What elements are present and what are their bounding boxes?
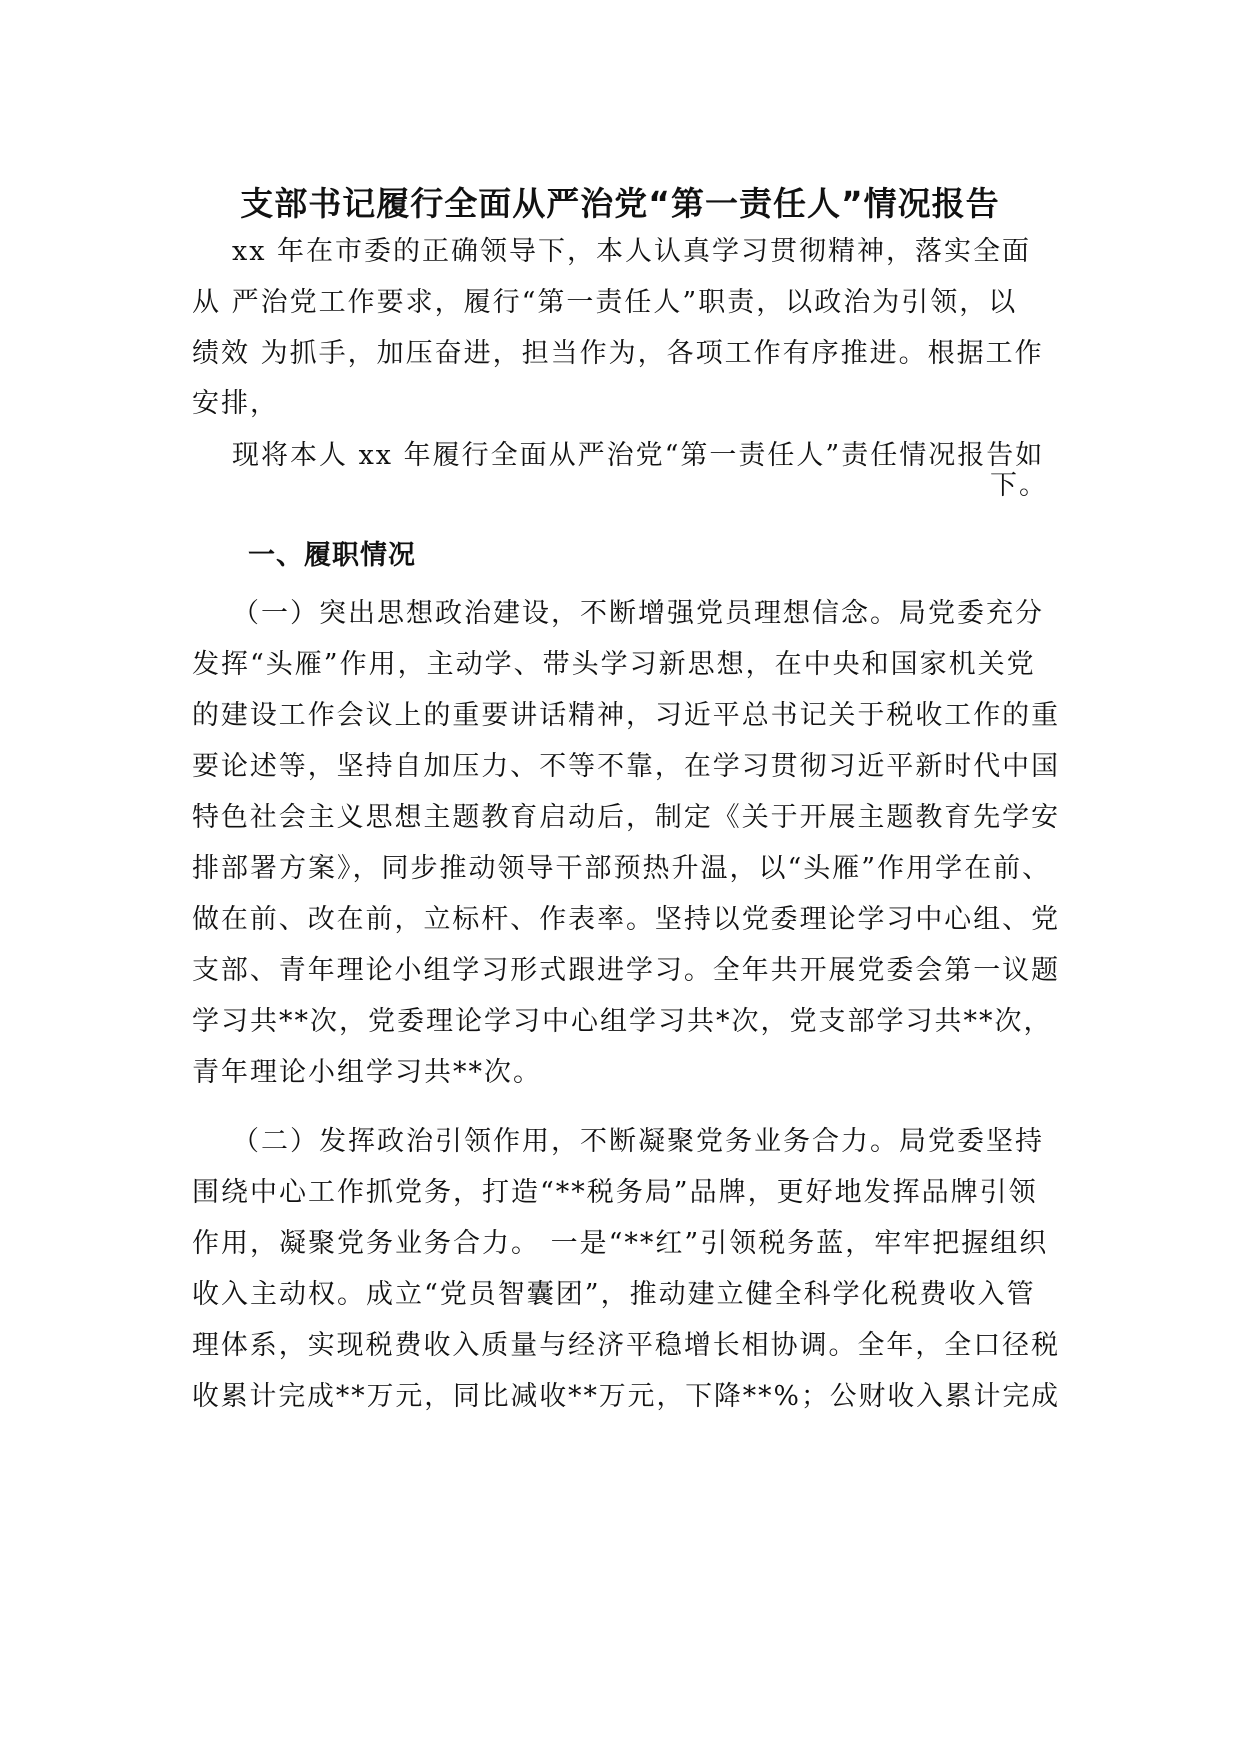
para2-line-5: 理体系，实现税费收入质量与经济平稳增长相协调。全年，全口径税 bbox=[192, 1330, 1060, 1361]
para1-line-1: （一）突出思想政治建设，不断增强党员理想信念。局党委充分 bbox=[232, 598, 1044, 629]
para1-line-3: 的建设工作会议上的重要讲话精神，习近平总书记关于税收工作的重 bbox=[192, 700, 1060, 731]
para1-line-10: 青年理论小组学习共**次。 bbox=[192, 1057, 542, 1088]
para2-line-4: 收入主动权。成立“党员智囊团”，推动建立健全科学化税费收入管 bbox=[192, 1279, 1036, 1310]
intro-line-1: xx 年在市委的正确领导下，本人认真学习贯彻精神，落实全面 bbox=[232, 236, 1032, 267]
intro-line-2: 从 严治党工作要求，履行“第一责任人”职责，以政治为引领，以 bbox=[192, 287, 1018, 318]
para1-line-4: 要论述等，坚持自加压力、不等不靠，在学习贯彻习近平新时代中国 bbox=[192, 751, 1060, 782]
document-title: 支部书记履行全面从严治党“第一责任人”情况报告 bbox=[240, 184, 1000, 223]
intro-line-4: 安排， bbox=[192, 388, 279, 419]
intro-closing-line-1: 现将本人 xx 年履行全面从严治党“第一责任人”责任情况报告如 bbox=[232, 440, 1045, 471]
para2-line-3: 作用，凝聚党务业务合力。 一是“**红”引领税务蓝，牢牢把握组织 bbox=[192, 1228, 1049, 1259]
para1-line-7: 做在前、改在前，立标杆、作表率。坚持以党委理论学习中心组、党 bbox=[192, 904, 1060, 935]
para1-line-9: 学习共**次，党委理论学习中心组学习共*次，党支部学习共**次， bbox=[192, 1006, 1053, 1037]
section-heading: 一、履职情况 bbox=[248, 540, 416, 571]
para1-line-5: 特色社会主义思想主题教育启动后，制定《关于开展主题教育先学安 bbox=[192, 802, 1060, 833]
intro-closing-line-2: 下。 bbox=[990, 470, 1048, 501]
para1-line-8: 支部、青年理论小组学习形式跟进学习。全年共开展党委会第一议题 bbox=[192, 955, 1060, 986]
para2-line-6: 收累计完成**万元，同比减收**万元，下降**%；公财收入累计完成 bbox=[192, 1381, 1061, 1412]
para1-line-2: 发挥“头雁”作用，主动学、带头学习新思想，在中央和国家机关党 bbox=[192, 649, 1036, 680]
intro-line-3: 绩效 为抓手，加压奋进，担当作为，各项工作有序推进。根据工作 bbox=[192, 338, 1044, 369]
para2-line-2: 围绕中心工作抓党务，打造“**税务局”品牌，更好地发挥品牌引领 bbox=[192, 1177, 1038, 1208]
para1-line-6: 排部署方案》，同步推动领导干部预热升温，以“头雁”作用学在前、 bbox=[192, 853, 1052, 884]
para2-line-1: （二）发挥政治引领作用，不断凝聚党务业务合力。局党委坚持 bbox=[232, 1126, 1044, 1157]
